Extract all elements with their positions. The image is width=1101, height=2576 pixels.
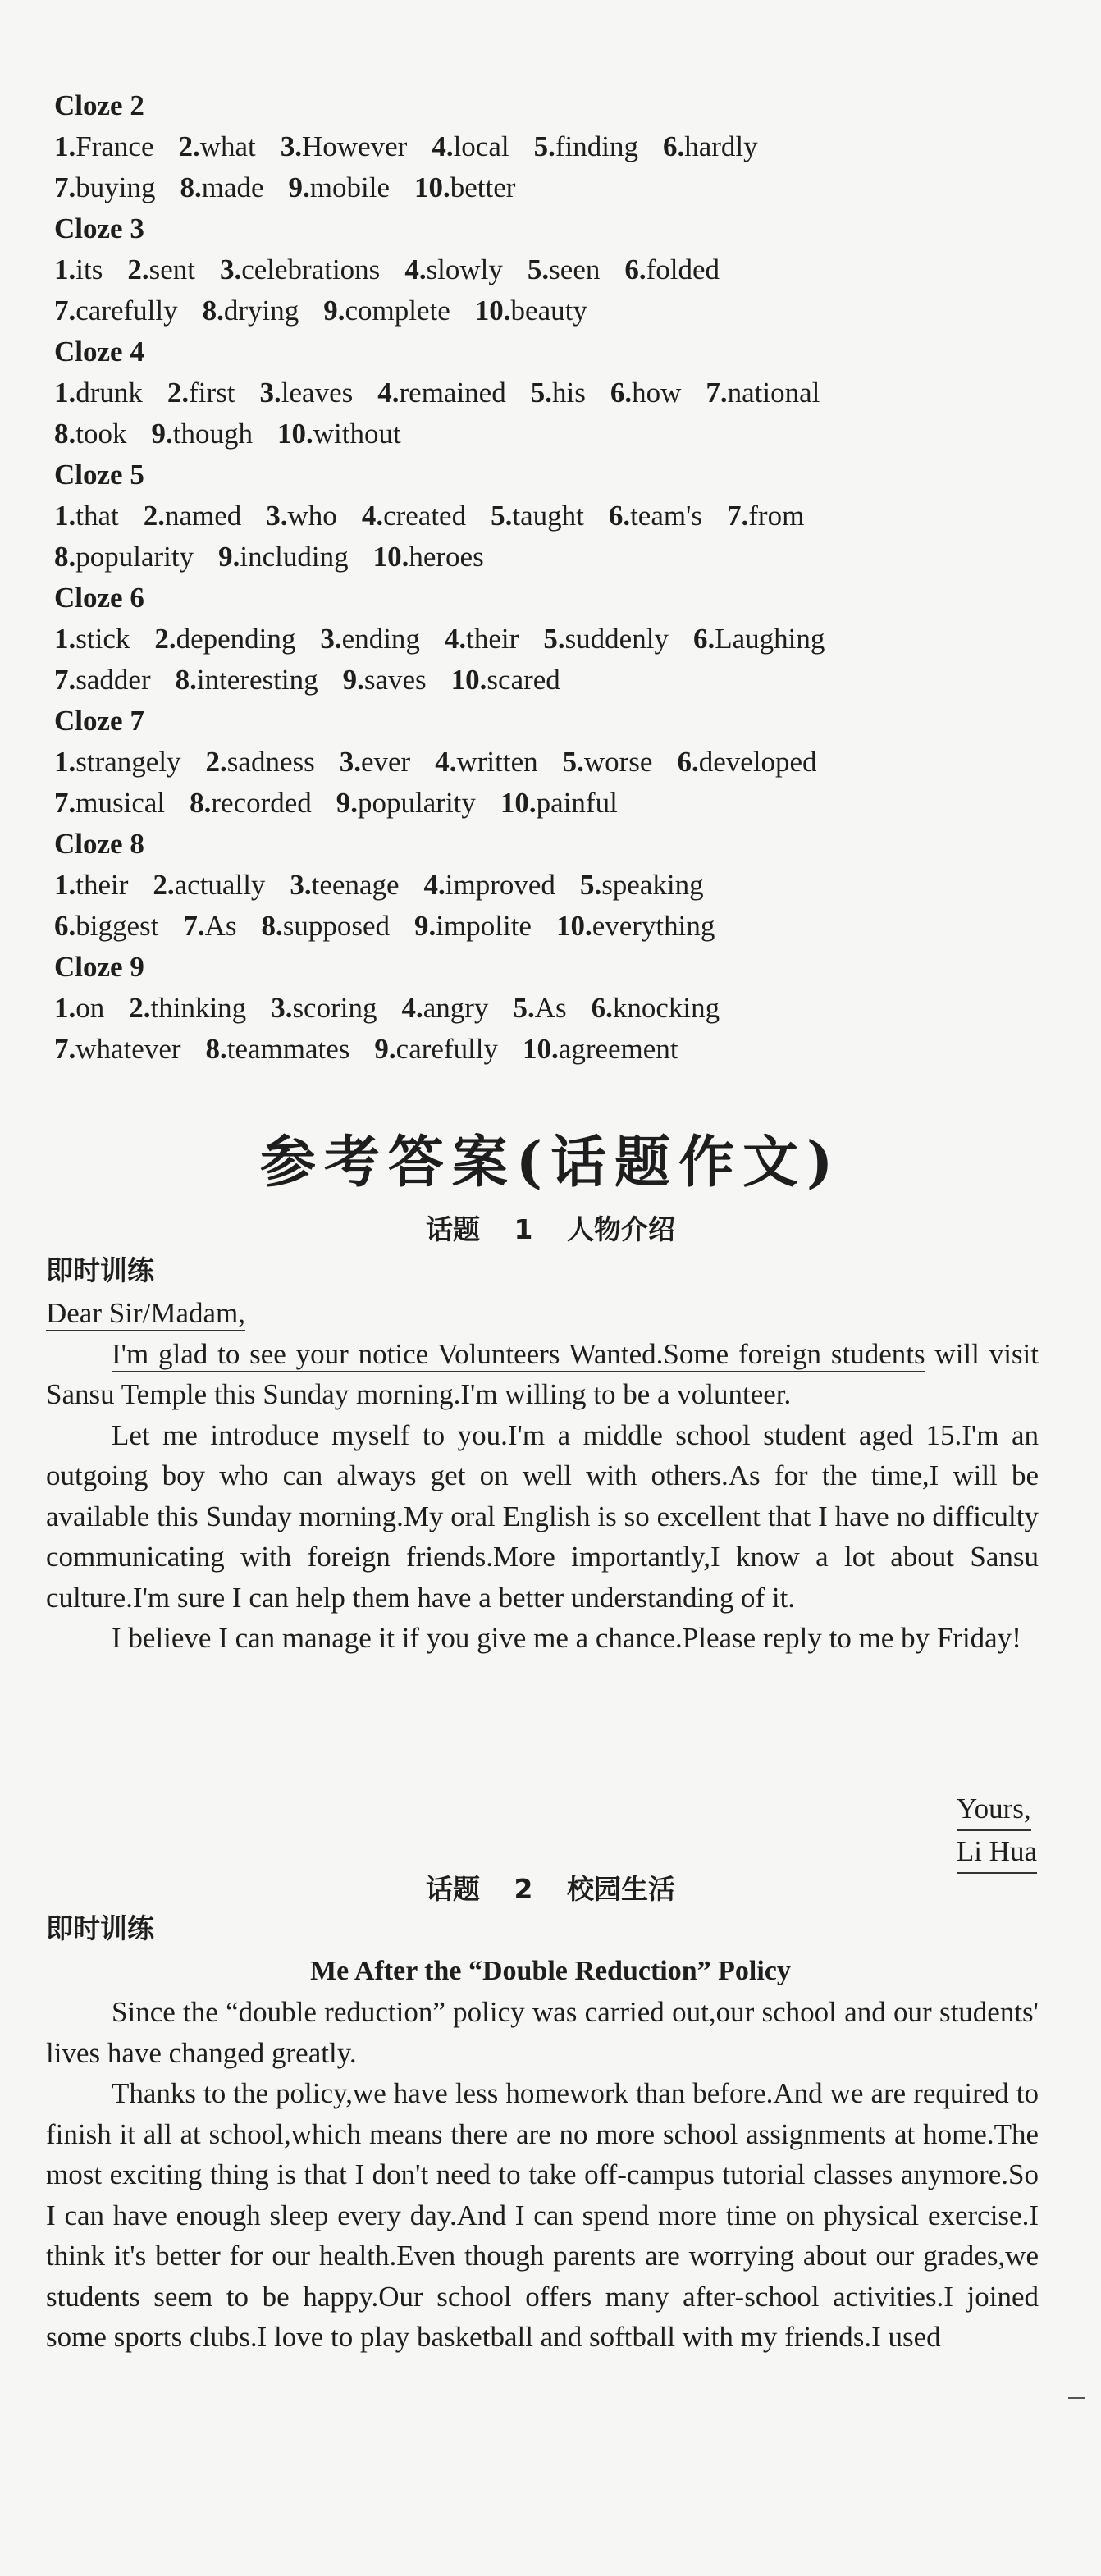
topic1-practice-label: 即时训练 xyxy=(46,1254,154,1286)
answer-word: teammates xyxy=(226,1033,350,1065)
cloze-block xyxy=(54,85,1047,208)
answer-word: painful xyxy=(536,787,618,819)
cloze-answer xyxy=(54,660,151,701)
cloze-answer xyxy=(374,1029,498,1070)
answer-word: finding xyxy=(555,130,638,162)
answer-word: carefully xyxy=(395,1033,499,1065)
cloze-answer xyxy=(340,742,410,783)
answer-number: 9. xyxy=(336,787,359,819)
answer-number: 9. xyxy=(288,171,310,203)
cloze-answer xyxy=(277,413,401,454)
cloze-block xyxy=(54,947,1047,1070)
cloze-answer xyxy=(54,865,128,906)
answer-number: 3. xyxy=(271,992,293,1024)
cloze-answer xyxy=(377,372,505,413)
cloze-answer xyxy=(220,249,380,290)
cloze-answer xyxy=(706,372,820,413)
answer-number: 5. xyxy=(579,869,602,901)
cloze-answer-line xyxy=(54,537,1047,578)
answer-word: leaves xyxy=(281,377,354,409)
cloze-answer xyxy=(513,988,566,1029)
cloze-answer xyxy=(727,496,804,537)
cloze-block xyxy=(54,578,1047,701)
cloze-answer xyxy=(523,1029,678,1070)
answer-word: stick xyxy=(75,623,130,655)
answer-number: 5. xyxy=(491,500,513,532)
cloze-answer xyxy=(54,290,178,331)
cloze-answer-line xyxy=(54,126,1047,167)
answer-number: 6. xyxy=(662,130,685,162)
answer-word: better xyxy=(450,171,516,203)
topic1-heading: 话题 1 人物介绍 xyxy=(426,1213,675,1245)
answer-word: buying xyxy=(75,171,156,203)
cloze-answer-line xyxy=(54,496,1047,537)
answer-number: 3. xyxy=(290,869,312,901)
answer-word: written xyxy=(456,746,538,778)
cloze-answer xyxy=(693,619,825,660)
answer-number: 9. xyxy=(414,910,436,942)
answer-word: how xyxy=(632,377,682,409)
cloze-title: Cloze 8 xyxy=(54,828,144,860)
answer-number: 3. xyxy=(280,130,303,162)
answer-number: 2. xyxy=(154,623,176,655)
answer-word: saves xyxy=(363,664,427,696)
cloze-answer xyxy=(432,126,509,167)
cloze-answer xyxy=(54,413,126,454)
answer-word: hardly xyxy=(684,130,758,162)
signoff xyxy=(957,1788,1037,1874)
answer-word: from xyxy=(748,500,805,532)
cloze-answer xyxy=(54,537,194,578)
answer-word: However xyxy=(302,130,408,162)
cloze-block xyxy=(54,701,1047,824)
answer-word: their xyxy=(75,869,129,901)
cloze-answer-line xyxy=(54,249,1047,290)
answer-word: developed xyxy=(698,746,817,778)
cloze-answer-line xyxy=(54,1029,1047,1070)
answer-word: complete xyxy=(345,295,450,327)
cloze-answer xyxy=(54,126,153,167)
cloze-answer xyxy=(624,249,720,290)
answer-number: 10. xyxy=(474,295,511,327)
answer-number: 1. xyxy=(54,869,76,901)
answer-number: 10. xyxy=(414,171,450,203)
cloze-answer xyxy=(54,783,165,824)
cloze-answer xyxy=(556,906,715,947)
cloze-answer xyxy=(153,865,265,906)
answer-word: beauty xyxy=(510,295,587,327)
cloze-answer xyxy=(580,865,704,906)
answer-number: 5. xyxy=(562,746,584,778)
answer-word: speaking xyxy=(601,869,704,901)
answer-number: 7. xyxy=(54,787,76,819)
essay-paragraph: Let me introduce myself to you.I'm a middle school student aged 15.I'm an outgoing boy who can always get on well with others.As for the time,I will be available this Sunday morning.My oral English is so excellent that I have no difficulty communicating with foreign friends.More importantly,I know a lot about Sansu culture.I'm sure I can help them have a better understanding of it. xyxy=(46,1418,1039,1614)
cloze-answer xyxy=(54,372,143,413)
answer-number: 7. xyxy=(183,910,205,942)
cloze-answer xyxy=(260,372,354,413)
answer-word: biggest xyxy=(75,910,159,942)
cloze-block xyxy=(54,824,1047,947)
cloze-answer xyxy=(320,619,420,660)
answer-number: 9. xyxy=(323,295,345,327)
answer-word: teenage xyxy=(311,869,400,901)
cloze-answer xyxy=(176,660,318,701)
answer-number: 6. xyxy=(608,500,631,532)
answer-number: 3. xyxy=(219,253,242,285)
topic2-heading: 话题 2 校园生活 xyxy=(426,1873,675,1905)
cloze-answer xyxy=(491,496,584,537)
answer-word: team's xyxy=(630,500,703,532)
cloze-answer xyxy=(534,126,638,167)
answer-word: As xyxy=(204,910,237,942)
answer-number: 10. xyxy=(372,541,409,573)
answer-word: agreement xyxy=(558,1033,678,1065)
cloze-answer xyxy=(563,742,653,783)
answer-word: drying xyxy=(223,295,299,327)
cloze-answer xyxy=(262,906,391,947)
cloze-answer-line xyxy=(54,167,1047,208)
answer-word: musical xyxy=(75,787,166,819)
cloze-answer-line xyxy=(54,290,1047,331)
essay-paragraph: Since the “double reduction” policy was carried out,our school and our students' lives have changed greatly. xyxy=(46,1996,1039,2069)
answer-number: 2. xyxy=(178,130,200,162)
answer-word: suddenly xyxy=(564,623,669,655)
cloze-answer-line xyxy=(54,619,1047,660)
cloze-answer xyxy=(144,496,242,537)
cloze-answer-line xyxy=(54,372,1047,413)
answer-number: 6. xyxy=(692,623,715,655)
cloze-answer xyxy=(343,660,427,701)
cloze-block xyxy=(54,331,1047,454)
answer-word: including xyxy=(240,541,349,573)
answer-word: thinking xyxy=(150,992,247,1024)
answer-word: sadness xyxy=(226,746,315,778)
answer-number: 8. xyxy=(261,910,283,942)
cloze-answer xyxy=(663,126,758,167)
answer-word: scoring xyxy=(292,992,377,1024)
answer-number: 1. xyxy=(54,377,76,409)
answer-number: 3. xyxy=(266,500,288,532)
answer-number: 5. xyxy=(527,253,550,285)
cloze-answer xyxy=(281,126,408,167)
answer-number: 8. xyxy=(175,664,197,696)
answer-number: 2. xyxy=(167,377,190,409)
answer-word: taught xyxy=(512,500,584,532)
page-heading: 参考答案(话题作文) xyxy=(259,1130,842,1195)
answer-number: 5. xyxy=(530,377,552,409)
cloze-answer xyxy=(266,496,337,537)
cloze-title: Cloze 5 xyxy=(54,459,144,491)
cloze-answer xyxy=(218,537,348,578)
cloze-answer xyxy=(451,660,560,701)
cloze-answer xyxy=(290,865,399,906)
essay-title: Me After the “Double Reduction” Policy xyxy=(310,1956,791,1986)
cloze-answer xyxy=(206,742,315,783)
answer-number: 2. xyxy=(205,746,227,778)
answer-word: what xyxy=(199,130,256,162)
cloze-answer xyxy=(528,249,600,290)
cloze-title: Cloze 9 xyxy=(54,951,144,983)
salutation: Dear Sir/Madam, xyxy=(46,1293,1039,1334)
answer-word: took xyxy=(75,418,127,450)
cloze-answer xyxy=(54,619,130,660)
answer-number: 6. xyxy=(591,992,613,1024)
answer-number: 4. xyxy=(377,377,400,409)
cloze-answer-line xyxy=(54,742,1047,783)
cloze-answer xyxy=(127,249,195,290)
answer-number: 10. xyxy=(523,1033,559,1065)
answer-word: angry xyxy=(423,992,489,1024)
answer-number: 7. xyxy=(727,500,749,532)
answer-number: 5. xyxy=(533,130,555,162)
answer-number: 1. xyxy=(54,130,76,162)
cloze-answer xyxy=(362,496,466,537)
answer-number: 4. xyxy=(404,253,427,285)
cloze-answer xyxy=(54,1029,181,1070)
answer-word: though xyxy=(172,418,253,450)
cloze-answer xyxy=(401,988,488,1029)
cloze-answer-line xyxy=(54,660,1047,701)
answer-number: 4. xyxy=(361,500,384,532)
cloze-answer xyxy=(445,619,519,660)
answer-number: 3. xyxy=(320,623,342,655)
answer-word: that xyxy=(75,500,119,532)
answer-number: 8. xyxy=(205,1033,227,1065)
cloze-answer xyxy=(167,372,235,413)
answer-word: everything xyxy=(592,910,715,942)
cloze-title: Cloze 3 xyxy=(54,212,144,244)
answer-number: 4. xyxy=(444,623,467,655)
answer-word: Laughing xyxy=(715,623,825,655)
answer-word: mobile xyxy=(309,171,390,203)
answer-word: actually xyxy=(174,869,266,901)
answer-word: sent xyxy=(148,253,195,285)
answer-word: first xyxy=(189,377,235,409)
answer-number: 9. xyxy=(342,664,364,696)
cloze-block xyxy=(54,454,1047,578)
cloze-answer-line xyxy=(54,783,1047,824)
cloze-answer xyxy=(435,742,537,783)
answer-word: depending xyxy=(176,623,296,655)
cloze-answer-line xyxy=(54,865,1047,906)
answer-number: 8. xyxy=(180,171,202,203)
answer-number: 6. xyxy=(624,253,646,285)
topic2-essay xyxy=(46,1992,1039,2358)
answer-number: 10. xyxy=(276,418,313,450)
topic2-practice-label: 即时训练 xyxy=(46,1912,154,1944)
answer-number: 8. xyxy=(190,787,212,819)
answer-word: created xyxy=(383,500,467,532)
answer-word: carefully xyxy=(75,295,178,327)
answer-word: who xyxy=(287,500,337,532)
answer-word: its xyxy=(75,253,103,285)
answer-number: 7. xyxy=(706,377,728,409)
answer-word: As xyxy=(534,992,567,1024)
answer-number: 6. xyxy=(54,910,76,942)
cloze-answer xyxy=(154,619,295,660)
answer-word: ever xyxy=(360,746,411,778)
answer-word: whatever xyxy=(75,1033,181,1065)
cloze-answer xyxy=(373,537,484,578)
answer-number: 5. xyxy=(543,623,565,655)
cloze-answer xyxy=(336,783,476,824)
answer-word: popularity xyxy=(75,541,194,573)
signature-name: Li Hua xyxy=(957,1831,1037,1874)
answer-word: drunk xyxy=(75,377,143,409)
cloze-answer xyxy=(180,167,263,208)
cloze-title: Cloze 6 xyxy=(54,582,144,614)
cloze-answer xyxy=(609,496,702,537)
cloze-answer xyxy=(54,906,158,947)
cloze-answer-line xyxy=(54,413,1047,454)
cloze-answer xyxy=(424,865,555,906)
answer-number: 1. xyxy=(54,623,76,655)
answer-word: knocking xyxy=(612,992,720,1024)
answer-word: on xyxy=(75,992,105,1024)
cloze-answer xyxy=(151,413,252,454)
answer-number: 1. xyxy=(54,253,76,285)
cloze-block xyxy=(54,208,1047,331)
cloze-answer xyxy=(190,783,312,824)
answer-word: ending xyxy=(341,623,420,655)
answer-number: 9. xyxy=(374,1033,396,1065)
cloze-title: Cloze 4 xyxy=(54,336,144,368)
cloze-title: Cloze 2 xyxy=(54,89,144,121)
edge-mark xyxy=(1068,2397,1085,2399)
answer-word: strangely xyxy=(75,746,181,778)
cloze-answer xyxy=(414,906,532,947)
answer-word: sadder xyxy=(75,664,151,696)
answer-number: 4. xyxy=(432,130,454,162)
answer-number: 4. xyxy=(423,869,445,901)
cloze-answers xyxy=(54,85,1047,1070)
answer-word: remained xyxy=(399,377,506,409)
answer-number: 2. xyxy=(127,253,149,285)
answer-number: 1. xyxy=(54,746,76,778)
essay-paragraph: Thanks to the policy,we have less homework than before.And we are required to finish it all at school,which means there are no more school assignments at home.The most exciting thing is that I don't need to take off-campus tutorial classes anymore.So I can have enough sleep every day.And I can spend more time on physical exercise.I think it's better for our health.Even though parents are worrying about our grades,we students seem to be happy.Our school offers many after-school activities.I joined some sports clubs.I love to play basketball and softball with my friends.I used xyxy=(46,2077,1039,2353)
answer-number: 8. xyxy=(202,295,224,327)
essay-paragraph: I'm glad to see your notice Volunteers Wanted.Some foreign students will visit Sansu Temple this Sunday morning.I'm willing to be a volunteer. xyxy=(46,1337,1039,1410)
topic1-essay xyxy=(46,1293,1039,1659)
answer-word: improved xyxy=(445,869,555,901)
answer-word: their xyxy=(466,623,519,655)
cloze-answer xyxy=(54,988,104,1029)
answer-word: made xyxy=(201,171,264,203)
cloze-answer xyxy=(54,742,181,783)
answer-word: supposed xyxy=(282,910,391,942)
cloze-answer xyxy=(531,372,586,413)
cloze-answer-line xyxy=(54,988,1047,1029)
answer-number: 8. xyxy=(54,541,76,573)
cloze-answer xyxy=(610,372,682,413)
answer-word: heroes xyxy=(409,541,484,573)
answer-word: scared xyxy=(487,664,560,696)
cloze-answer xyxy=(54,249,103,290)
answer-number: 3. xyxy=(339,746,361,778)
cloze-answer-line xyxy=(54,906,1047,947)
answer-word: folded xyxy=(646,253,720,285)
cloze-answer xyxy=(271,988,377,1029)
cloze-answer xyxy=(183,906,236,947)
answer-number: 10. xyxy=(500,787,537,819)
answer-number: 1. xyxy=(54,500,76,532)
cloze-answer xyxy=(500,783,618,824)
answer-number: 7. xyxy=(54,295,76,327)
cloze-answer xyxy=(323,290,450,331)
answer-word: worse xyxy=(583,746,653,778)
answer-number: 10. xyxy=(450,664,487,696)
cloze-answer xyxy=(289,167,390,208)
answer-number: 2. xyxy=(153,869,175,901)
answer-number: 3. xyxy=(259,377,281,409)
cloze-answer xyxy=(206,1029,350,1070)
answer-word: France xyxy=(75,130,154,162)
closing: Yours, xyxy=(957,1788,1031,1831)
answer-number: 9. xyxy=(218,541,240,573)
cloze-answer xyxy=(592,988,720,1029)
answer-number: 4. xyxy=(401,992,423,1024)
answer-word: without xyxy=(313,418,401,450)
answer-number: 6. xyxy=(677,746,699,778)
answer-number: 2. xyxy=(143,500,165,532)
answer-word: seen xyxy=(549,253,601,285)
answer-word: interesting xyxy=(196,664,318,696)
answer-word: celebrations xyxy=(241,253,381,285)
answer-word: popularity xyxy=(358,787,476,819)
answer-number: 7. xyxy=(54,1033,76,1065)
answer-number: 4. xyxy=(435,746,457,778)
answer-number: 2. xyxy=(129,992,151,1024)
answer-number: 1. xyxy=(54,992,76,1024)
cloze-answer xyxy=(404,249,503,290)
cloze-answer xyxy=(178,126,255,167)
cloze-answer xyxy=(677,742,816,783)
cloze-answer xyxy=(129,988,246,1029)
cloze-answer xyxy=(54,167,155,208)
answer-number: 10. xyxy=(555,910,592,942)
answer-number: 5. xyxy=(513,992,535,1024)
answer-number: 8. xyxy=(54,418,76,450)
answer-word: impolite xyxy=(436,910,532,942)
answer-word: national xyxy=(727,377,820,409)
answer-word: his xyxy=(551,377,586,409)
answer-word: named xyxy=(164,500,242,532)
answer-number: 7. xyxy=(54,171,76,203)
answer-number: 6. xyxy=(610,377,633,409)
answer-word: local xyxy=(453,130,509,162)
answer-number: 7. xyxy=(54,664,76,696)
cloze-title: Cloze 7 xyxy=(54,705,144,737)
answer-word: slowly xyxy=(426,253,503,285)
cloze-answer xyxy=(203,290,299,331)
cloze-answer xyxy=(543,619,669,660)
answer-number: 9. xyxy=(151,418,173,450)
cloze-answer xyxy=(414,167,515,208)
answer-word: recorded xyxy=(211,787,312,819)
cloze-answer xyxy=(54,496,119,537)
essay-paragraph: I believe I can manage it if you give me a chance.Please reply to me by Friday! xyxy=(112,1622,1021,1654)
cloze-answer xyxy=(475,290,587,331)
